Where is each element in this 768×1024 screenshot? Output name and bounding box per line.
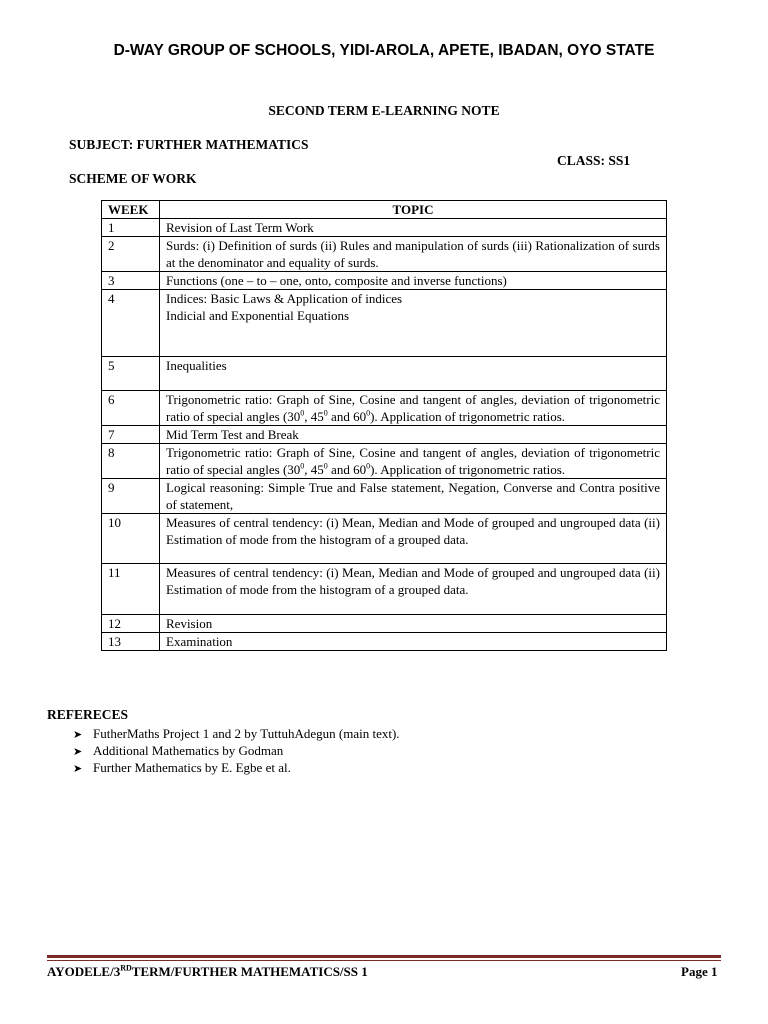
subject-label: SUBJECT: FURTHER MATHEMATICS — [69, 137, 309, 152]
topic-cell: Logical reasoning: Simple True and False statement, Negation, Converse and Contra positive of statement, — [160, 479, 667, 514]
topic-cell — [160, 290, 667, 357]
arrow-bullet-icon: ➤ — [73, 763, 83, 775]
table-row — [102, 564, 667, 615]
topic-cell: Revision of Last Term Work — [160, 219, 667, 237]
topic-cell: Inequalities — [160, 357, 667, 391]
topic-cell: Measures of central tendency: (i) Mean, Median and Mode of grouped and ungrouped data (ii) Estimation of mode from the histogram of a grouped data. — [160, 514, 667, 564]
topic-cell: Measures of central tendency: (i) Mean, Median and Mode of grouped and ungrouped data (ii) Estimation of mode from the histogram of a grouped data. — [160, 564, 667, 615]
list-item: ➤ Further Mathematics by E. Egbe et al. — [73, 759, 400, 776]
topic-column-header: TOPIC — [160, 201, 667, 219]
topic-cell: Functions (one – to – one, onto, composite and inverse functions) — [160, 272, 667, 290]
week-cell: 12 — [102, 615, 160, 633]
scheme-of-work-table — [101, 200, 667, 651]
week-cell: 13 — [102, 633, 160, 651]
week-cell: 10 — [102, 514, 160, 564]
list-item: ➤ FutherMaths Project 1 and 2 by TuttuhAdegun (main text). — [73, 725, 400, 742]
table-row — [102, 391, 667, 426]
week-cell: 3 — [102, 272, 160, 290]
table-row — [102, 444, 667, 479]
topic-cell: Examination — [160, 633, 667, 651]
table-row — [102, 615, 667, 633]
table-row — [102, 514, 667, 564]
week-cell: 6 — [102, 391, 160, 426]
table-row — [102, 426, 667, 444]
references-heading: REFERECES — [47, 707, 129, 722]
arrow-bullet-icon: ➤ — [73, 729, 83, 741]
week-cell: 5 — [102, 357, 160, 391]
footer-rule-thin — [47, 960, 721, 961]
table-row — [102, 237, 667, 272]
week-cell: 11 — [102, 564, 160, 615]
week-cell: 1 — [102, 219, 160, 237]
week-cell: 8 — [102, 444, 160, 479]
list-item: ➤ Additional Mathematics by Godman — [73, 742, 400, 759]
table-header-row — [102, 201, 667, 219]
week-cell: 9 — [102, 479, 160, 514]
topic-line: Indicial and Exponential Equations — [166, 308, 350, 323]
week-cell: 7 — [102, 426, 160, 444]
topic-cell: Revision — [160, 615, 667, 633]
table-row — [102, 272, 667, 290]
table-row — [102, 357, 667, 391]
week-cell: 2 — [102, 237, 160, 272]
week-cell: 4 — [102, 290, 160, 357]
references-list — [73, 725, 400, 776]
topic-line: Indices: Basic Laws & Application of indices — [166, 291, 403, 306]
topic-cell: Trigonometric ratio: Graph of Sine, Cosine and tangent of angles, deviation of trigonometric ratio of special angles ($30^0$, $45^0$ and $60^0$). Application of trigonometric ratios. — [160, 444, 667, 479]
school-name: D-WAY GROUP OF SCHOOLS, YIDI-AROLA, APETE, IBADAN, OYO STATE — [113, 42, 655, 59]
week-column-header: WEEK — [102, 201, 160, 219]
footer-rule-thick — [47, 955, 721, 958]
page-number: Page 1 — [681, 964, 718, 979]
topic-cell: Mid Term Test and Break — [160, 426, 667, 444]
footer-label: AYODELE/3RDTERM/FURTHER MATHEMATICS/SS 1 — [47, 963, 368, 979]
table-row — [102, 479, 667, 514]
arrow-bullet-icon: ➤ — [73, 746, 83, 758]
table-row — [102, 290, 667, 357]
class-label: CLASS: SS1 — [557, 153, 631, 168]
table-row — [102, 633, 667, 651]
table-row — [102, 219, 667, 237]
topic-cell: Trigonometric ratio: Graph of Sine, Cosine and tangent of angles, deviation of trigonometric ratio of special angles ($30^0$, $45^0$ and $60^0$). Application of trigonometric ratios. — [160, 391, 667, 426]
scheme-heading: SCHEME OF WORK — [69, 171, 197, 186]
note-title: SECOND TERM E-LEARNING NOTE — [268, 103, 500, 118]
topic-cell: Surds: (i) Definition of surds (ii) Rules and manipulation of surds (iii) Rationalization of surds at the denominator and equality of surds. — [160, 237, 667, 272]
